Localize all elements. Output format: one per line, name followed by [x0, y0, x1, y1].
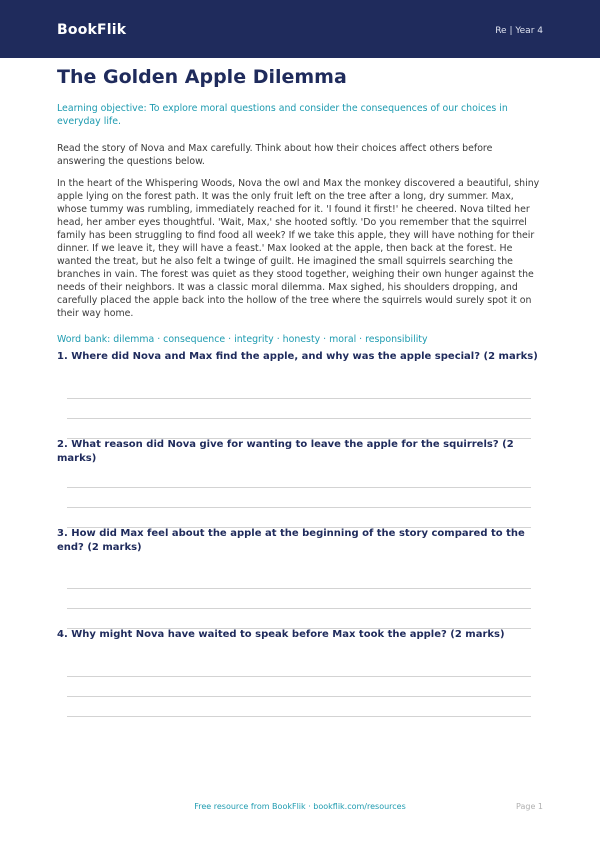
- question-4: [57, 628, 543, 642]
- answer-line[interactable]: [67, 507, 531, 508]
- footer-source-link[interactable]: Free resource from BookFlik · bookflik.com/resources: [194, 802, 406, 811]
- instructions: Read the story of Nova and Max carefully. Think about how their choices affect others before answering the questions below.: [57, 143, 493, 167]
- answer-line[interactable]: [67, 588, 531, 589]
- answer-line[interactable]: [67, 608, 531, 609]
- answer-line[interactable]: [67, 418, 531, 419]
- worksheet-content: [57, 64, 543, 346]
- question-text: 3. How did Max feel about the apple at the beginning of the story compared to the end? (2 marks): [57, 528, 525, 553]
- question-3: [57, 527, 543, 555]
- brand-logo: BookFlik: [57, 22, 127, 38]
- answer-line[interactable]: [67, 487, 531, 488]
- question-text: 2. What reason did Nova give for wanting to leave the apple for the squirrels? (2 marks): [57, 439, 514, 464]
- word-bank: Word bank: dilemma · consequence · integrity · honesty · moral · responsibility: [57, 334, 428, 345]
- answer-line[interactable]: [67, 696, 531, 697]
- page-header: [0, 0, 600, 58]
- answer-line[interactable]: [67, 716, 531, 717]
- answer-line[interactable]: [67, 398, 531, 399]
- learning-objective: Learning objective: To explore moral questions and consider the consequences of our choices in everyday life.: [57, 103, 508, 127]
- question-1: [57, 350, 543, 364]
- question-2: [57, 438, 543, 466]
- page-title: The Golden Apple Dilemma: [57, 66, 347, 88]
- story-text: In the heart of the Whispering Woods, Nova the owl and Max the monkey discovered a beautiful, shiny apple lying on the forest path. It was the only fruit left on the tree after a long, dry summer. Max, whose tummy was rumbling, immediately reached for it. 'I found it first!' he cheered. Nova tilted her head, her amber eyes thoughtful. 'Wait, Max,' she hooted softly. 'Do you remember that the squirrel family has been struggling to find food all week? If we take this apple, they will have nothing for their dinner. If we leave it, they will have a feast.' Max looked at the apple, then back at the forest. He wanted the treat, but he also felt a twinge of guilt. He imagined the small squirrels searching the branches in vain. The forest was quiet as they stood together, weighing their own hunger against the needs of their neighbors. It was a classic moral dilemma. Max sighed, his shoulders dropping, and carefully placed the apple back into the hollow of the tree where the squirrels would surely spot it on their way home.: [57, 178, 540, 319]
- subject-year-label: Re | Year 4: [495, 26, 543, 36]
- question-text: 4. Why might Nova have waited to speak before Max took the apple? (2 marks): [57, 629, 505, 640]
- page-number: Page 1: [516, 802, 543, 811]
- answer-line[interactable]: [67, 676, 531, 677]
- question-text: 1. Where did Nova and Max find the apple, and why was the apple special? (2 marks): [57, 351, 538, 362]
